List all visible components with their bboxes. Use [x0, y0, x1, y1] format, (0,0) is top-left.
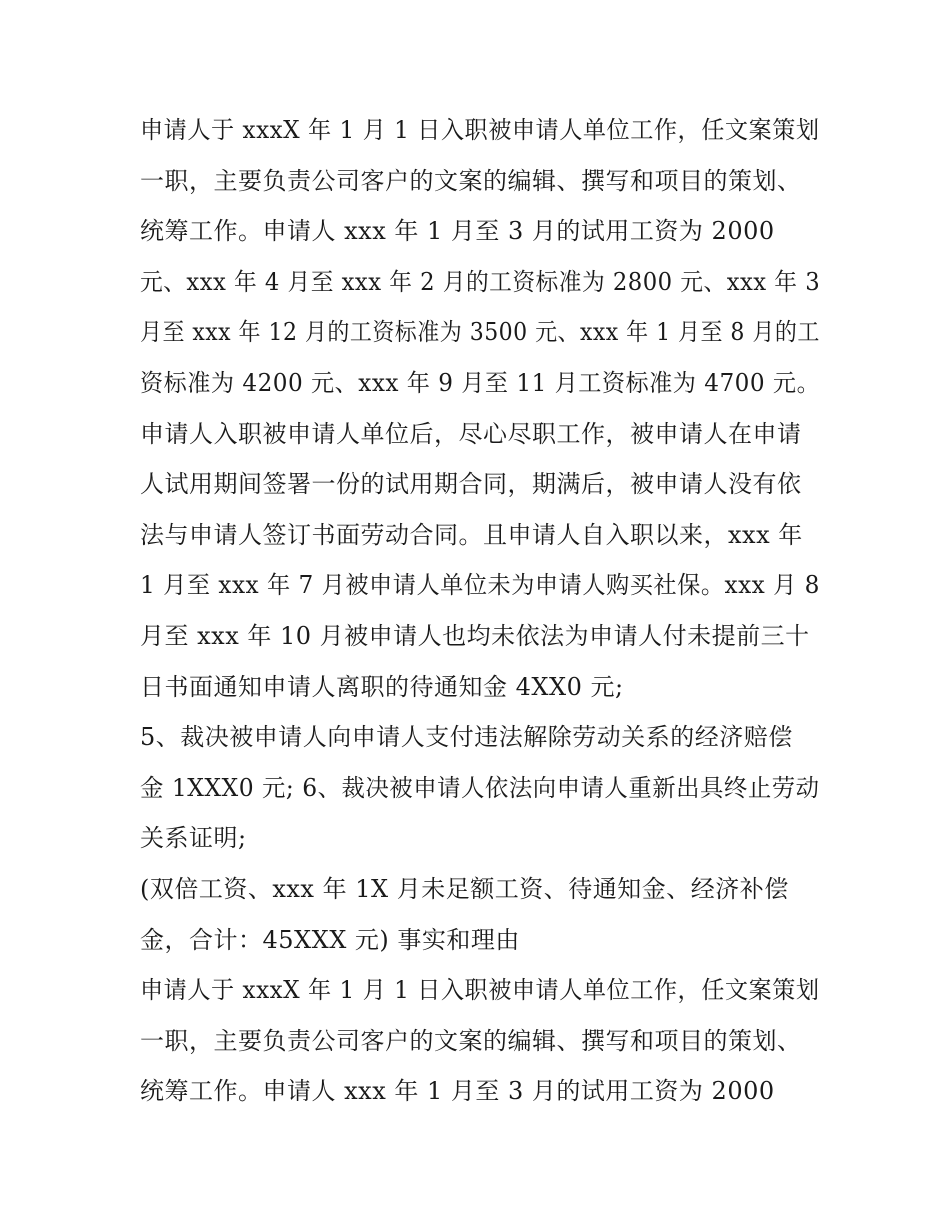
- text-line: 统筹工作。申请人 xxx 年 1 月至 3 月的试用工资为 2000: [140, 1077, 775, 1105]
- text-line: 人试用期间签署一份的试用期合同，期满后，被申请人没有依: [140, 470, 802, 498]
- text-line: 资标准为 4200 元、xxx 年 9 月至 11 月工资标准为 4700 元。: [140, 369, 821, 397]
- text-line: 关系证明;: [140, 824, 247, 852]
- text-line: 月至 xxx 年 10 月被申请人也均未依法为申请人付未提前三十: [140, 622, 810, 650]
- text-line: 法与申请人签订书面劳动合同。且申请人自入职以来，xxx 年: [140, 521, 803, 549]
- text-line: 日书面通知申请人离职的待通知金 4XX0 元;: [140, 673, 624, 701]
- text-line: 月至 xxx 年 12 月的工资标准为 3500 元、xxx 年 1 月至 8 月的工: [140, 318, 820, 346]
- text-line: 申请人入职被申请人单位后，尽心尽职工作，被申请人在申请: [140, 420, 802, 448]
- text-line: 1 月至 xxx 年 7 月被申请人单位未为申请人购买社保。xxx 月 8: [140, 571, 820, 599]
- text-line: 一职，主要负责公司客户的文案的编辑、撰写和项目的策划、: [140, 167, 802, 195]
- text-line: 一职，主要负责公司客户的文案的编辑、撰写和项目的策划、: [140, 1027, 802, 1055]
- text-line: 统筹工作。申请人 xxx 年 1 月至 3 月的试用工资为 2000: [140, 217, 775, 245]
- text-line: 5、裁决被申请人向申请人支付违法解除劳动关系的经济赔偿: [140, 723, 793, 751]
- text-line: 金 1XXX0 元; 6、裁决被申请人依法向申请人重新出具终止劳动: [140, 774, 820, 802]
- text-line: 申请人于 xxxX 年 1 月 1 日入职被申请人单位工作，任文案策划: [140, 976, 820, 1004]
- text-line: 金，合计：45XXX 元) 事实和理由: [140, 926, 520, 954]
- text-line: 元、xxx 年 4 月至 xxx 年 2 月的工资标准为 2800 元、xxx 年 3: [140, 268, 821, 296]
- text-line: (双倍工资、xxx 年 1X 月未足额工资、待通知金、经济补偿: [140, 875, 789, 903]
- text-line: 申请人于 xxxX 年 1 月 1 日入职被申请人单位工作，任文案策划: [140, 116, 820, 144]
